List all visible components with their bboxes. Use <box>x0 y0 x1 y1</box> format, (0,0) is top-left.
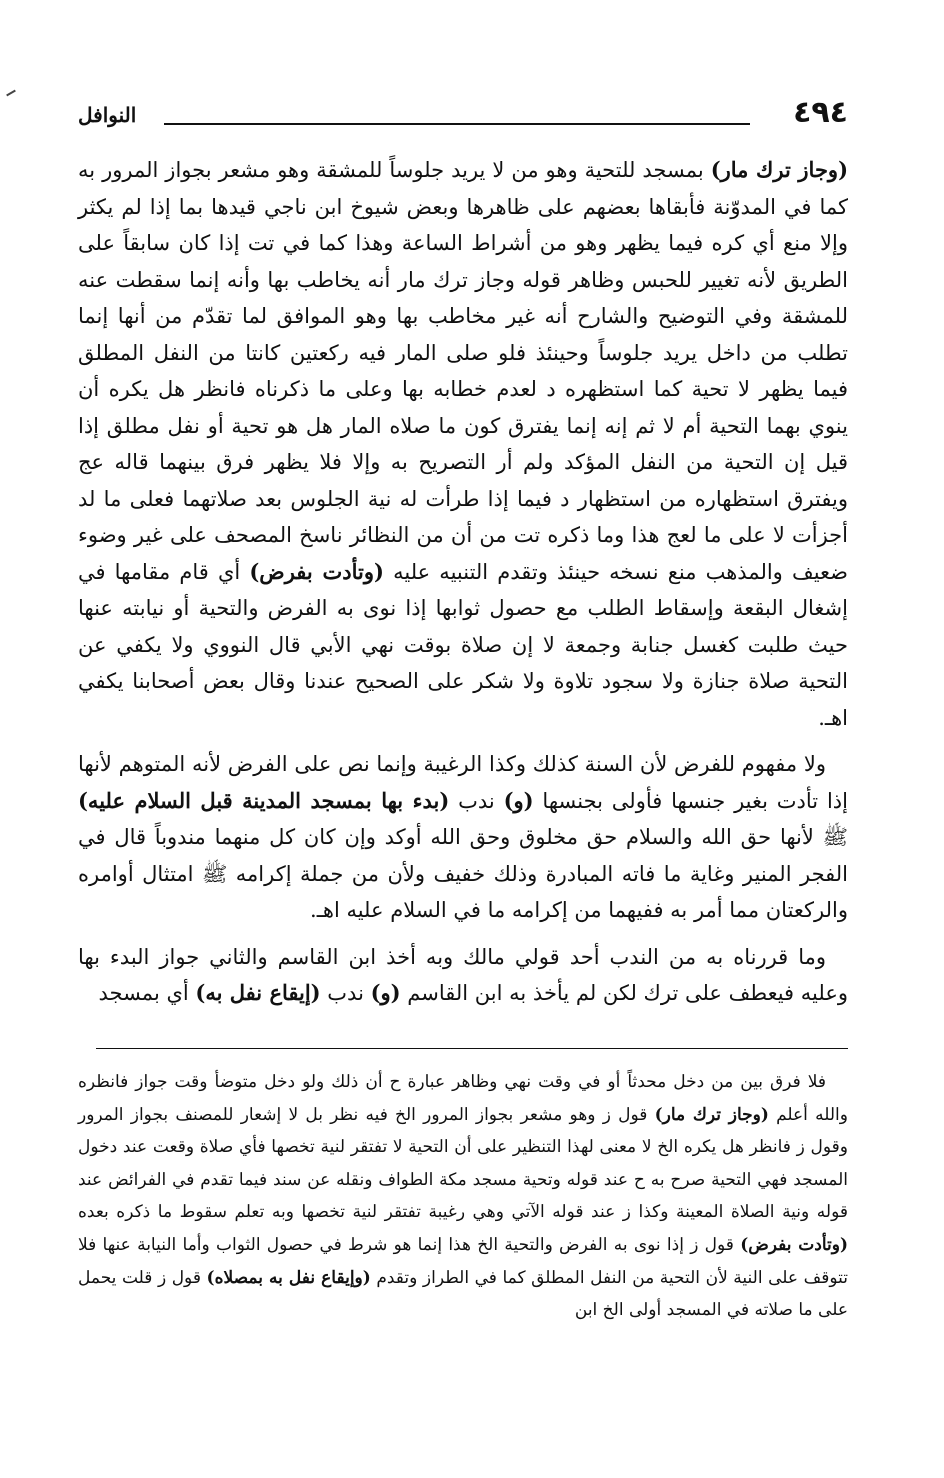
bold-term: (وجاز ترك مار) <box>654 1104 769 1125</box>
scan-mark <box>6 90 16 97</box>
text-run: ولا مفهوم للفرض لأن السنة كذلك وكذا الرغيبة وإنما نص على الفرض لأنه المتوهم لأنها إذا تأدت بغير جنسها فأولى بجنسها <box>78 752 848 813</box>
text-run: قول ز إذا نوى به الفرض والتحية الخ هذا إنما هو شرط في حصول الثواب وأما النيابة عنها فلا تتوقف على النية لأن التحية من النفل المطلق كما في الطراز وتقدم <box>78 1234 848 1288</box>
text-run: وما قررناه به من الندب أحد قولي مالك وبه أخذ ابن القاسم والثاني جواز البدء بها وعليه فيعطف على ترك لكن لم يأخذ به ابن القاسم <box>78 944 848 1005</box>
header-rule <box>164 123 750 125</box>
text-run: ﷺ لأنها حق الله والسلام حق مخلوق وحق الله أوكد وإن كان كل منهما مندوباً قال في الفجر المنير وغاية ما فاته المبادرة وذلك خفيف ولأن من جملة إكرامه ﷺ امتثال أوامره والركعتان مما أمر به ففيهما من إكرامه ما في السلام عليه اهـ. <box>78 825 848 922</box>
bold-term: (وتأدت بفرض) <box>740 1234 849 1255</box>
page-number: ٤٩٤ <box>793 95 848 130</box>
text-run: قول ز وهو مشعر بجواز المرور الخ فيه نظر بل لا إشعار للمصنف بجواز المرور وقول ز فانظر هل يكره الخ لا معنى لهذا التنظير على أن التحية لا تفتقر لنية تخصها فأي صلاة وقعت عند دخول المسجد فهي التحية صرح به ح عند قوله وتحية مسجد مكة الطواف ونقله عن سند فيما تقدم في الفرائض عند قوله ونية الصلاة المعينة وكذا ز عند قوله الآتي وهي رغيبة تفتقر لنية تخصها وبه تعلم سقوط ما ذكره بعده <box>78 1104 848 1223</box>
footnote-paragraph <box>78 1066 848 1327</box>
bold-term: (إيقاع نفل به) <box>195 980 321 1005</box>
text-run: قول ز قلت يحمل على ما صلاته في المسجد أولى الخ ابن <box>78 1267 848 1321</box>
paragraph-1 <box>78 152 848 736</box>
text-run: ندب <box>449 788 504 813</box>
paragraph-3 <box>78 939 848 1012</box>
bold-term: (و) <box>370 980 401 1005</box>
main-text <box>78 152 848 1012</box>
bold-term: (بدء بها بمسجد المدينة قبل السلام عليه) <box>78 787 450 813</box>
paragraph-2 <box>78 746 848 929</box>
bold-term: (وإيقاع نفل به بمصلاه) <box>206 1267 371 1288</box>
footnote-separator <box>96 1048 848 1049</box>
bold-term: (و) <box>503 787 534 813</box>
bold-term: (وتأدت بفرض) <box>249 558 384 584</box>
running-title: النوافل <box>78 103 137 127</box>
text-run: ندب <box>320 981 371 1005</box>
text-run: بمسجد للتحية وهو من لا يريد جلوساً للمشقة وهو مشعر بجواز المرور به كما في المدوّنة فأبقاها بعضهم على ظاهرها وبعض شيوخ ابن ناجي قيدها بما إذا لم يكثر وإلا منع أي كره فيما يظهر وهو من أشراط الساعة وهذا كما في تت إذا كان سابقاً على الطريق لأنه تغيير للحبس وظاهر قوله وجاز ترك مار أنه يخاطب بها وأنه إنما سقطت عنه للمشقة وفي التوضيح والشارح أنه غير مخاطب بها وهو الموافق لما تقدّم من أنها إنما تطلب من داخل يريد جلوساً وحينئذ فلو صلى المار فيه ركعتين كانتا من النفل المطلق فيما يظهر لا تحية كما استظهره د لعدم خطابه بها وعلى ما ذكرناه فانظر هل يكره أن ينوي بهما التحية أم لا ثم إنه إنما يفترق كون ما صلاه المار هل هو تحية أو نفل مطلق إذا قيل إن التحية من النفل المؤكد ولم أر التصريح به وإلا فلا يظهر فرق بينهما قاله عج ويفترق استظهاره من استظهار د فيما إذا طرأت له نية الجلوس بعد صلاتهما فعلى ما لد أجزأت لا على ما لعج هذا وما ذكره تت من أن من النظائر ناسخ المصحف على غير وضوء ضعيف والمذهب منع نسخه حينئذ وتقدم التنبيه عليه <box>78 158 848 584</box>
page-header <box>78 96 848 136</box>
bold-term: (وجاز ترك مار) <box>710 157 849 182</box>
text-run: أي قام مقامها في إشغال البقعة وإسقاط الطلب مع حصول ثوابها إذا نوى به الفرض والتحية أو نيابته عنها حيث طلبت كغسل جنابة وجمعة لا إن صلاة بوقت نهي الأبي قال النووي ولا يكفي عن التحية صلاة جنازة ولا سجود تلاوة ولا شكر على الصحيح عندنا وقال بعض أصحابنا يكفي اهـ. <box>78 559 848 730</box>
text-run: أي بمسجد <box>98 981 196 1005</box>
text-run: فلا فرق بين من دخل محدثاً أو في وقت نهي وظاهر عبارة ح أن ذلك ولو دخل متوضأ وقت جواز فانظره والله أعلم <box>78 1072 848 1125</box>
footnote <box>78 1066 848 1327</box>
